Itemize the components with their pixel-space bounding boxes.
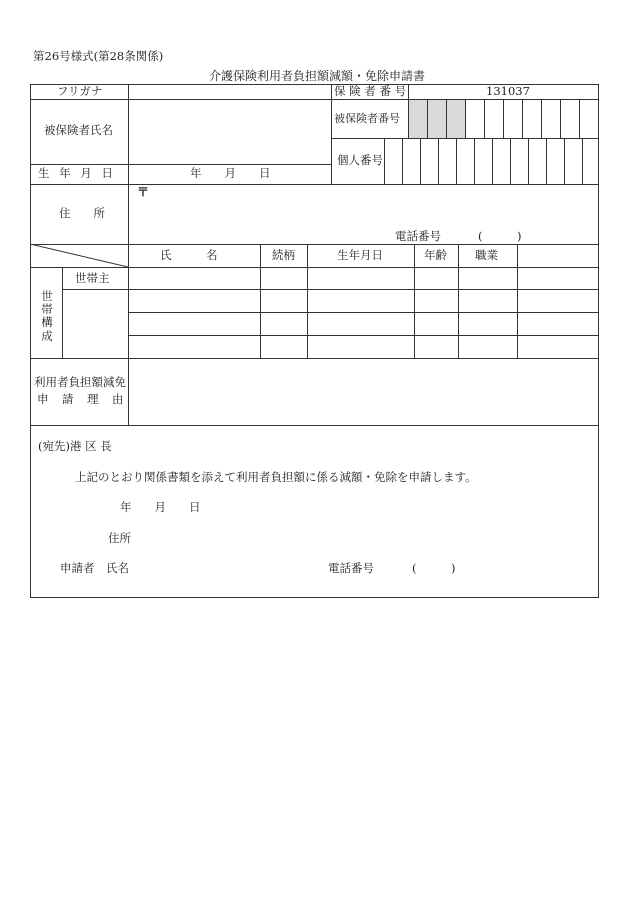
date-line: 年 月 日 [120, 500, 201, 514]
digit-divider [503, 99, 504, 138]
rule-household-label-col [62, 267, 63, 358]
statement: 上記のとおり関係書類を添えて利用者負担額に係る減額・免除を申請します。 [75, 470, 477, 484]
digit-divider [541, 99, 542, 138]
column-relation: 続柄 [272, 248, 295, 262]
reason-label-line1: 利用者負担額減免 [34, 375, 126, 389]
household-label-char: 世 [41, 289, 53, 303]
digit-divider [484, 99, 485, 138]
applicant-address-label: 住所 [108, 531, 131, 545]
rule-address-col [128, 184, 129, 244]
rule-birth-top [30, 164, 331, 165]
rule-personal-col [384, 138, 385, 184]
form-number: 第26号様式(第28条関係) [33, 49, 164, 63]
insurer-number-label: 保 険 者 番 号 [334, 84, 407, 98]
rule-reason-col [128, 358, 129, 425]
header-diagonal [30, 244, 129, 268]
postal-mark: 〒 [137, 185, 150, 199]
form-title: 介護保険利用者負担額減額・免除申請書 [209, 69, 426, 83]
digit-divider [465, 99, 466, 138]
insured-name-label: 被保険者氏名 [44, 123, 113, 137]
rule-col-extra [517, 244, 518, 358]
rule-insured-number [331, 138, 599, 139]
column-age: 年齢 [424, 248, 447, 262]
rule-household-3 [128, 335, 599, 336]
digit-divider [420, 138, 421, 184]
household-composition-label [38, 290, 56, 343]
digit-divider [522, 99, 523, 138]
shaded-number-cells [409, 100, 466, 138]
household-label-char: 成 [41, 328, 53, 343]
digit-divider [438, 138, 439, 184]
digit-divider [402, 138, 403, 184]
digit-divider [474, 138, 475, 184]
digit-divider [582, 138, 583, 184]
digit-divider [564, 138, 565, 184]
rule-col-age [414, 244, 415, 358]
personal-number-label: 個人番号 [337, 153, 383, 167]
insured-number-label: 被保険者番号 [334, 112, 400, 125]
address-label: 住 所 [59, 206, 105, 220]
column-job: 職業 [475, 248, 498, 262]
household-head-label: 世帯主 [75, 271, 110, 285]
rule-col-job [458, 244, 459, 358]
column-name: 氏 名 [160, 248, 218, 262]
applicant-name-label: 申請者 氏名 [60, 561, 129, 575]
digit-divider [492, 138, 493, 184]
rule-col-birth [307, 244, 308, 358]
birth-value: 年 月 日 [190, 166, 271, 180]
insurer-number-value: 131037 [486, 84, 530, 98]
rule-col-relation [260, 244, 261, 358]
reason-label-line2: 申 請 理 由 [37, 392, 125, 406]
digit-divider [546, 138, 547, 184]
digit-divider [446, 99, 447, 138]
phone-label: 電話番号 [395, 229, 441, 243]
column-birthdate: 生年月日 [337, 248, 383, 262]
digit-divider [579, 99, 580, 138]
rule-household-bottom [30, 358, 599, 359]
household-label-char: 構 [41, 315, 53, 330]
digit-divider [427, 99, 428, 138]
household-label-char: 帯 [41, 302, 53, 317]
rule-birth-bottom [30, 184, 599, 185]
form-frame [30, 84, 599, 598]
digit-divider [528, 138, 529, 184]
digit-divider [560, 99, 561, 138]
rule-household-1 [62, 289, 599, 290]
phone-paren: ( ) [478, 229, 522, 243]
rule-label-col-top [128, 84, 129, 184]
rule-reason-bottom [30, 425, 599, 426]
rule-mid-col [331, 84, 332, 184]
addressee: (宛先)港 区 長 [38, 439, 112, 453]
digit-divider [510, 138, 511, 184]
digit-divider [456, 138, 457, 184]
applicant-phone-paren: ( ) [412, 561, 456, 575]
rule-furigana [30, 99, 599, 100]
applicant-phone-label: 電話番号 [328, 561, 374, 575]
birth-label: 生 年 月 日 [38, 166, 113, 180]
rule-household-2 [128, 312, 599, 313]
furigana-label: フリガナ [57, 84, 103, 98]
